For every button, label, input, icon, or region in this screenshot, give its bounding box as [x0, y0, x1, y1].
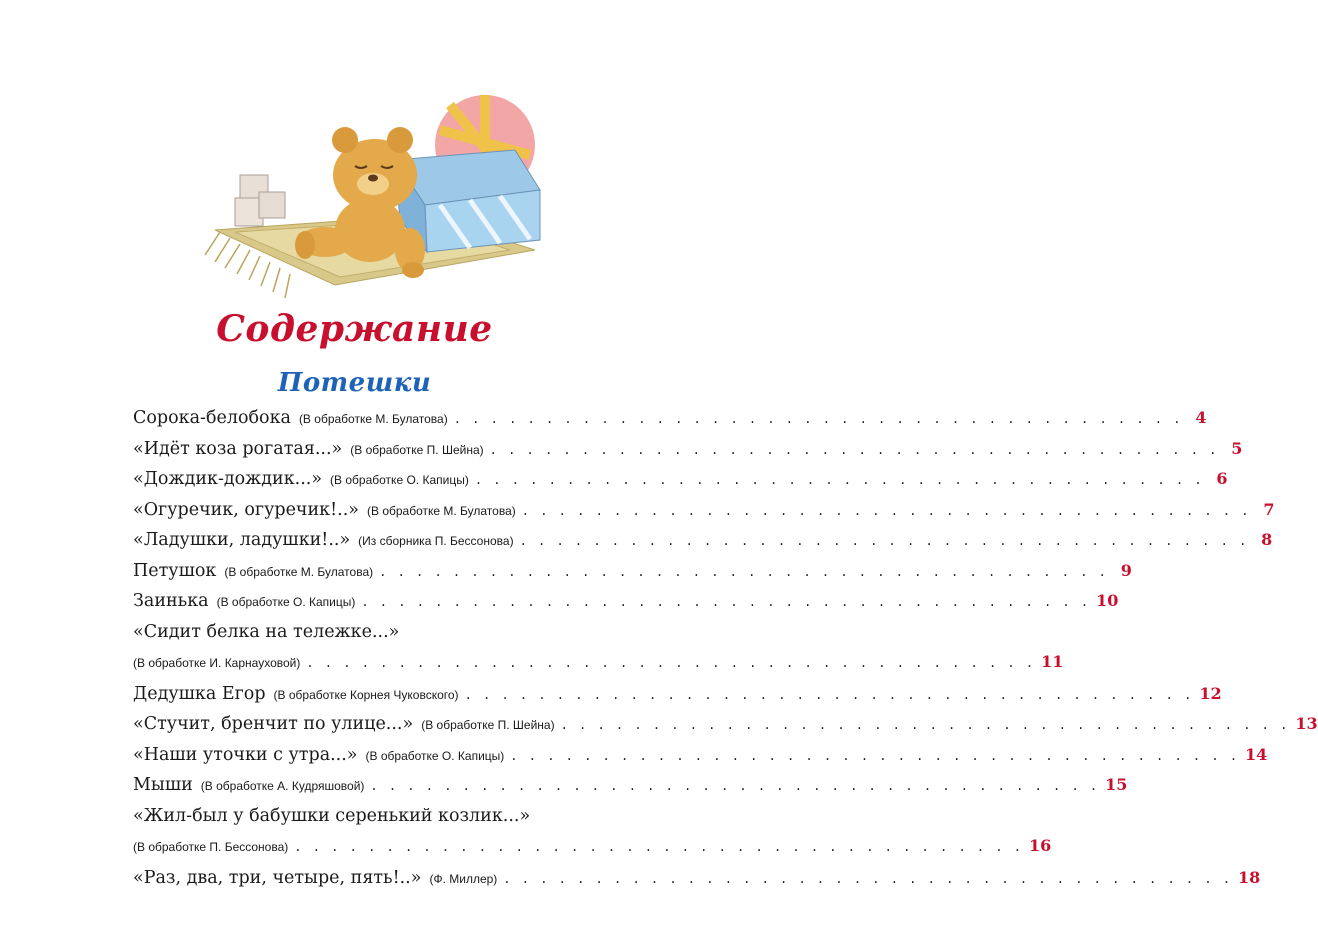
toc-entry: [133, 714, 1318, 740]
dot-leader: . . . . . . . . . . . . . . . . . . . . . . . . . . . . . . . . . . . . . . . .: [519, 534, 1249, 548]
entry-page-number: 4: [1195, 408, 1207, 427]
entry-note: (Ф. Миллер): [429, 871, 498, 886]
entry-title: «Идёт коза рогатая...»: [133, 438, 343, 459]
dot-leader: . . . . . . . . . . . . . . . . . . . . . . . . . . . . . . . . . . . . . . . .: [453, 412, 1183, 426]
entry-page-number: 5: [1231, 438, 1243, 458]
teddy-bear-illustration: [195, 80, 555, 310]
dot-leader: . . . . . . . . . . . . . . . . . . . . . . . . . . . . . . . . . . . . . . . .: [306, 655, 1036, 670]
entry-title: «Стучит, бренчит по улице...»: [133, 714, 414, 734]
entry-title: «Дождик-дождик...»: [133, 469, 323, 489]
dot-leader: . . . . . . . . . . . . . . . . . . . . . . . . . . . . . . . . . . . . . . . .: [464, 687, 1194, 702]
entry-note: (В обработке И. Карнауховой): [133, 655, 301, 670]
dot-leader: . . . . . . . . . . . . . . . . . . . . . . . . . . . . . . . . . . . . . . . .: [379, 564, 1108, 579]
toc-entry: [133, 591, 1119, 617]
dot-leader: . . . . . . . . . . . . . . . . . . . . . . . . . . . . . . . . . . . . . . . .: [361, 595, 1091, 609]
section-title: Потешки: [277, 368, 432, 398]
entry-note: (В обработке М. Булатова): [224, 564, 374, 579]
toc-entry: [133, 744, 1268, 771]
dot-leader: . . . . . . . . . . . . . . . . . . . . . . . . . . . . . . . . . . . . . . . .: [510, 748, 1240, 763]
entry-page-number: 13: [1295, 714, 1318, 733]
entry-note: (Из сборника П. Бессонова): [358, 534, 514, 548]
entry-page-number: 11: [1041, 651, 1064, 671]
entry-note: (В обработке О. Капицы): [330, 473, 469, 487]
entry-note: (В обработке П. Шейна): [350, 442, 484, 457]
entry-page-number: 16: [1029, 835, 1052, 855]
toc-entry: [133, 622, 598, 648]
dot-leader: . . . . . . . . . . . . . . . . . . . . . . . . . . . . . . . . . . . . . . . .: [474, 473, 1204, 487]
entry-note: (В обработке А. Кудряшовой): [200, 779, 365, 793]
entry-title: Мыши: [133, 775, 193, 795]
entry-title: Петушок: [133, 560, 217, 581]
entry-note: (В обработке О. Капицы): [365, 748, 505, 763]
entry-note: (В обработке М. Булатова): [298, 412, 448, 426]
toc-entry: [133, 499, 1275, 526]
dot-leader: . . . . . . . . . . . . . . . . . . . . . . . . . . . . . . . . . . . . . . . .: [503, 871, 1233, 886]
toc-entry-continued: [133, 835, 1052, 862]
dot-leader: . . . . . . . . . . . . . . . . . . . . . . . . . . . . . . . . . . . . . . . .: [560, 718, 1290, 732]
entry-page-number: 8: [1261, 530, 1273, 549]
entry-page-number: 10: [1096, 591, 1119, 610]
entry-title: «Огуречик, огуречик!..»: [133, 499, 359, 520]
entry-title: «Ладушки, ладушки!..»: [133, 530, 351, 550]
entry-page-number: 7: [1263, 499, 1275, 519]
toc-entry: [133, 469, 1228, 495]
toc-entry: [133, 530, 1273, 556]
entry-title: «Сидит белка на тележке...»: [133, 621, 400, 642]
entry-title: «Наши уточки с утра...»: [133, 744, 358, 765]
toc-entry: [133, 683, 1222, 710]
dot-leader: . . . . . . . . . . . . . . . . . . . . . . . . . . . . . . . . . . . . . . . .: [521, 503, 1251, 518]
entry-title: Заинька: [133, 591, 209, 611]
entry-page-number: 18: [1238, 867, 1261, 887]
entry-title: «Раз, два, три, четыре, пять!..»: [133, 867, 422, 888]
entry-note: (В обработке П. Бессонова): [133, 839, 289, 854]
dot-leader: . . . . . . . . . . . . . . . . . . . . . . . . . . . . . . . . . . . . . . . .: [489, 442, 1219, 457]
entry-title: Дедушка Егор: [133, 683, 266, 704]
entry-page-number: 9: [1120, 560, 1132, 580]
entry-page-number: 15: [1105, 775, 1128, 794]
page-title: Содержание: [216, 308, 493, 350]
entry-note: (В обработке М. Булатова): [366, 503, 516, 518]
entry-note: (В обработке Корнея Чуковского): [273, 687, 459, 702]
toc-entry: [133, 806, 598, 832]
entry-page-number: 12: [1199, 683, 1222, 703]
toc-entry: [133, 438, 1243, 465]
dot-leader: . . . . . . . . . . . . . . . . . . . . . . . . . . . . . . . . . . . . . . . .: [370, 779, 1100, 793]
toc-entry-continued: [133, 651, 1064, 678]
entry-title: «Жил-был у бабушки серенький козлик...»: [133, 805, 531, 826]
entry-title: Сорока-белобока: [133, 408, 291, 428]
dot-leader: . . . . . . . . . . . . . . . . . . . . . . . . . . . . . . . . . . . . . . . .: [294, 839, 1024, 854]
toc-entry: [133, 867, 1261, 894]
toc-entry: [133, 775, 1128, 801]
entry-note: (В обработке П. Шейна): [421, 718, 555, 732]
toc-entry: [133, 560, 1132, 587]
entry-note: (В обработке О. Капицы): [216, 595, 356, 609]
entry-page-number: 6: [1216, 469, 1228, 488]
toc-entry: [133, 408, 1207, 434]
entry-page-number: 14: [1245, 744, 1268, 764]
